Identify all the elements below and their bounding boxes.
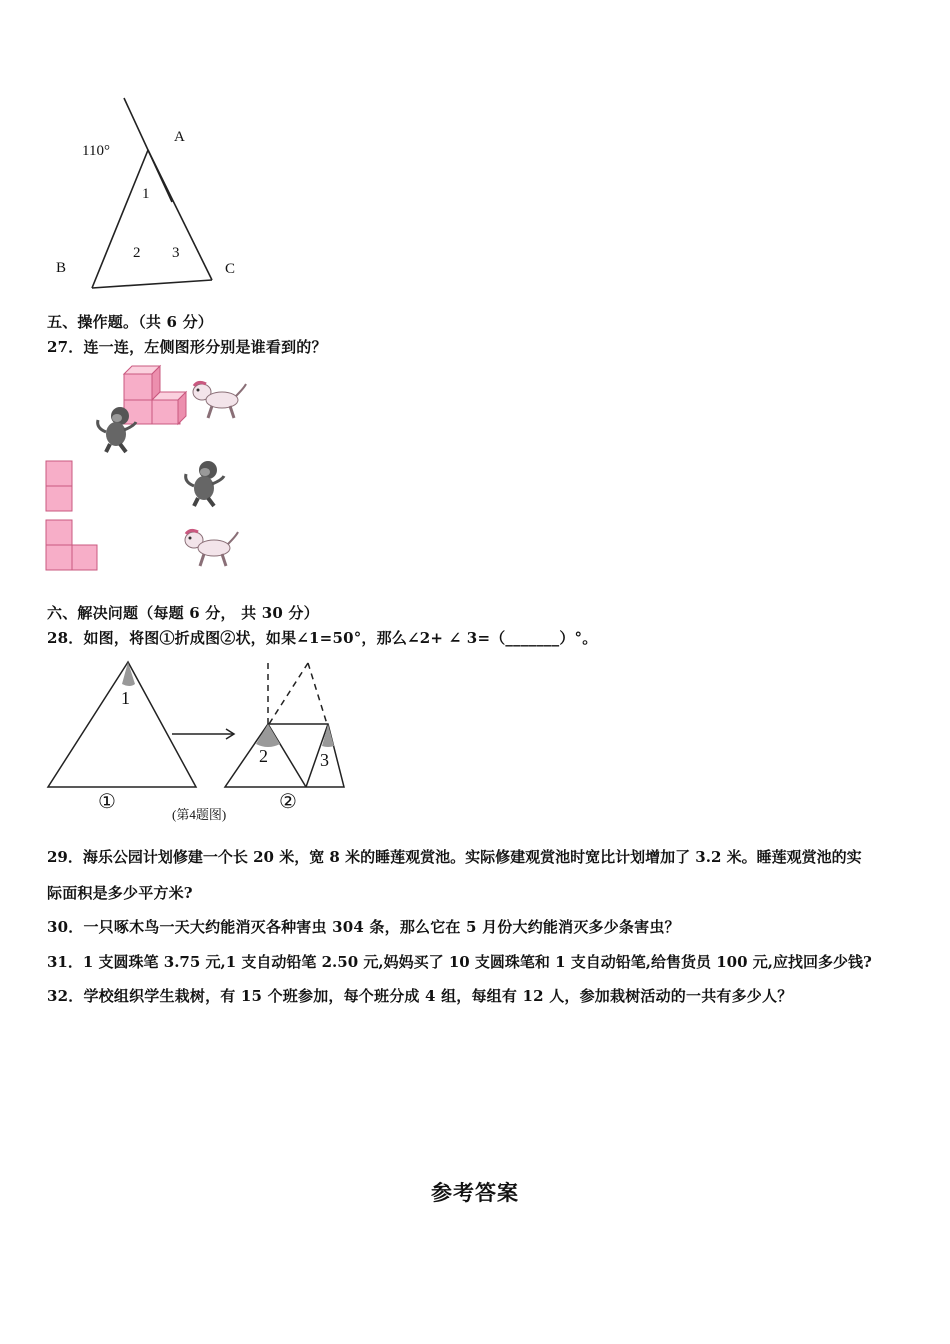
question-27: 27．连一连，左侧图形分别是谁看到的？ xyxy=(47,338,327,356)
question-32: 32．学校组织学生栽树，有 15 个班参加，每个班分成 4 组，每组有 12 人，参加栽树活动的一共有多少人？ xyxy=(47,987,793,1005)
question-30: 30．一只啄木鸟一天大约能消灭各种害虫 304 条，那么它在 5 月份大约能消灭多少条害虫？ xyxy=(47,918,680,936)
monkey-icon xyxy=(92,404,138,454)
dog-icon xyxy=(180,526,240,570)
monkey-icon xyxy=(180,458,226,508)
cube-front-bottom-right xyxy=(152,400,180,424)
view-shape-l xyxy=(45,519,101,573)
section6-heading: 六、解决问题（每题 6 分， 共 30 分） xyxy=(47,604,319,622)
vertex-b-label: B xyxy=(56,260,67,276)
fold-angle1-arc xyxy=(122,662,135,686)
question-29-line2: 际面积是多少平方米? xyxy=(47,884,193,902)
angle2-label: 2 xyxy=(133,245,141,261)
fold-triangle-1 xyxy=(48,662,196,787)
question-31: 31．1 支圆珠笔 3.75 元,1 支自动铅笔 2.50 元,妈妈买了 10 支圆珠笔和 1 支自动铅笔,给售货员 100 元,应找回多少钱? xyxy=(47,953,872,971)
vertex-c-label: C xyxy=(225,261,236,277)
cube-front-top xyxy=(124,374,152,400)
triangle-side-ab xyxy=(92,150,148,288)
fold-angle3-label: 3 xyxy=(320,750,329,770)
triangle-side-bc xyxy=(92,280,212,288)
exterior-angle-label: 110° xyxy=(82,143,110,159)
fold-figure xyxy=(44,660,354,822)
fold-figure1-label: ① xyxy=(98,791,116,813)
fold-figure2-label: ② xyxy=(279,791,297,813)
dog-icon xyxy=(188,378,248,422)
question-29-line1: 29．海乐公园计划修建一个长 20 米，宽 8 米的睡莲观赏池。实际修建观赏池时宽比计划增加了 3.2 米。睡莲观赏池的实 xyxy=(47,848,862,866)
question-28: 28．如图，将图①折成图②状，如果∠1=50°，那么∠2+ ∠ 3=（_______）°。 xyxy=(47,629,598,647)
angle3-label: 3 xyxy=(172,245,180,261)
fold-figure-caption: (第4题图) xyxy=(172,807,227,822)
answer-section-title: 参考答案 xyxy=(431,1180,519,1205)
angle1-label: 1 xyxy=(142,186,150,202)
view-shape-vertical xyxy=(45,460,75,514)
triangle-side-ac xyxy=(148,150,212,280)
section5-heading: 五、操作题。（共 6 分） xyxy=(47,313,213,331)
vertex-a-label: A xyxy=(174,129,185,145)
fold-angle2-label: 2 xyxy=(259,746,268,766)
fold-angle1-label: 1 xyxy=(121,688,130,708)
